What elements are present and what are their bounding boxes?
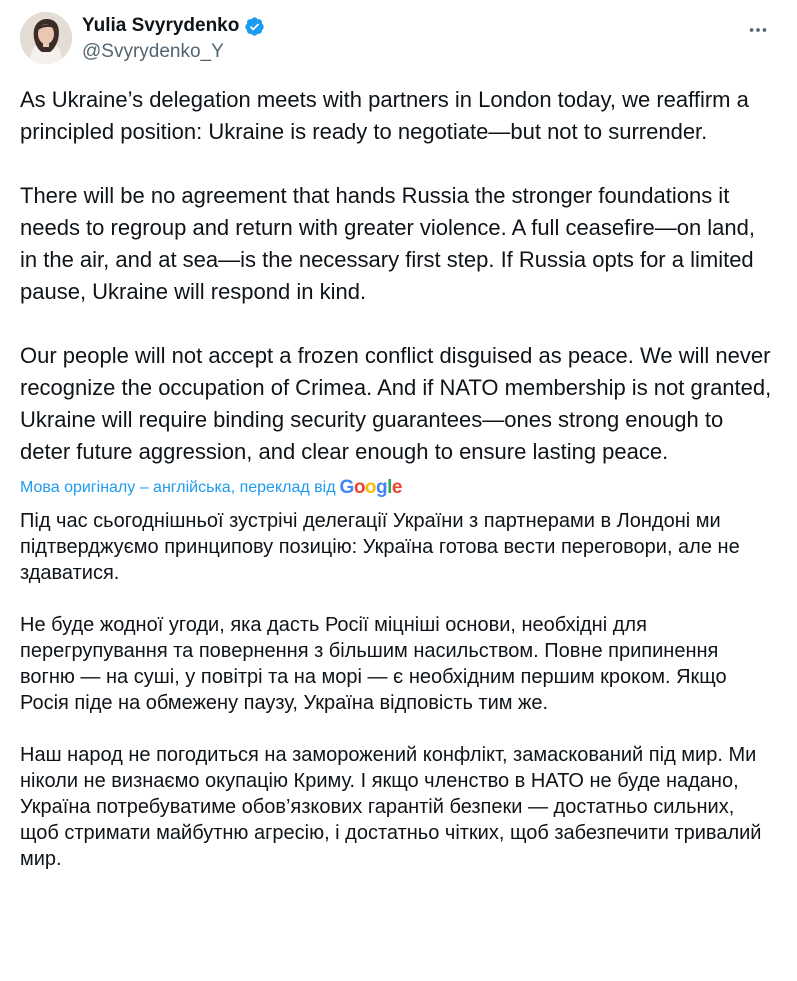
tweet-paragraph-en: There will be no agreement that hands Russia the stronger foundations it needs to regroup and return with greater violence. A full ceasefire—on land, in the air, and at sea—is the necessary first step. If Russia opts for a limited pause, Ukraine will respond in kind. <box>20 183 756 304</box>
author-name-row <box>82 14 265 38</box>
tweet-text <box>20 84 778 898</box>
tweet-paragraph-en: Our people will not accept a frozen conflict disguised as peace. We will never recognize the occupation of Crimea. And if NATO membership is not granted, Ukraine will require binding security guarantees—ones strong enough to deter future aggression, and clear enough to ensure lasting peace. <box>20 343 772 464</box>
translation-attribution-link[interactable] <box>20 476 778 500</box>
translated-paragraph-uk: Наш народ не погодиться на заморожений конфлікт, замаскований під мир. Ми ніколи не визнаємо окупацію Криму. І якщо членство в НАТО не буде надано, Україна потребуватиме обов’язкових гарантій безпеки — достатньо сильних, щоб стримати майбутню агресію, і достатньо чітких, щоб забезпечити тривалий мир. <box>20 744 762 870</box>
translation-note-text: Мова оригіналу – англійська, переклад від <box>20 479 336 496</box>
author-handle[interactable]: @Svyrydenko_Y <box>82 41 224 62</box>
author-display-name[interactable]: Yulia Svyrydenko <box>82 15 240 36</box>
more-options-icon[interactable] <box>744 16 772 44</box>
translated-paragraph-uk: Під час сьогоднішньої зустрічі делегації України з партнерами в Лондоні ми підтверджуємо принципову позицію: Україна готова вести переговори, але не здаватися. <box>20 510 740 584</box>
avatar[interactable] <box>20 12 72 64</box>
tweet-paragraph-en: As Ukraine’s delegation meets with partners in London today, we reaffirm a principled position: Ukraine is ready to negotiate—but not to surrender. <box>20 87 749 144</box>
avatar-portrait <box>20 12 72 64</box>
tweet-header <box>20 12 780 68</box>
translated-paragraph-uk: Не буде жодної угоди, яка дасть Росії міцніші основи, необхідні для перегрупування та повернення з більшим насильством. Повне припинення вогню — на суші, у повітрі та на морі — є необхідним першим кроком. Якщо Росія піде на обмежену паузу, Україна відповість тим же. <box>20 614 727 714</box>
verified-badge-icon <box>244 16 265 37</box>
google-logo: Google <box>339 477 402 498</box>
